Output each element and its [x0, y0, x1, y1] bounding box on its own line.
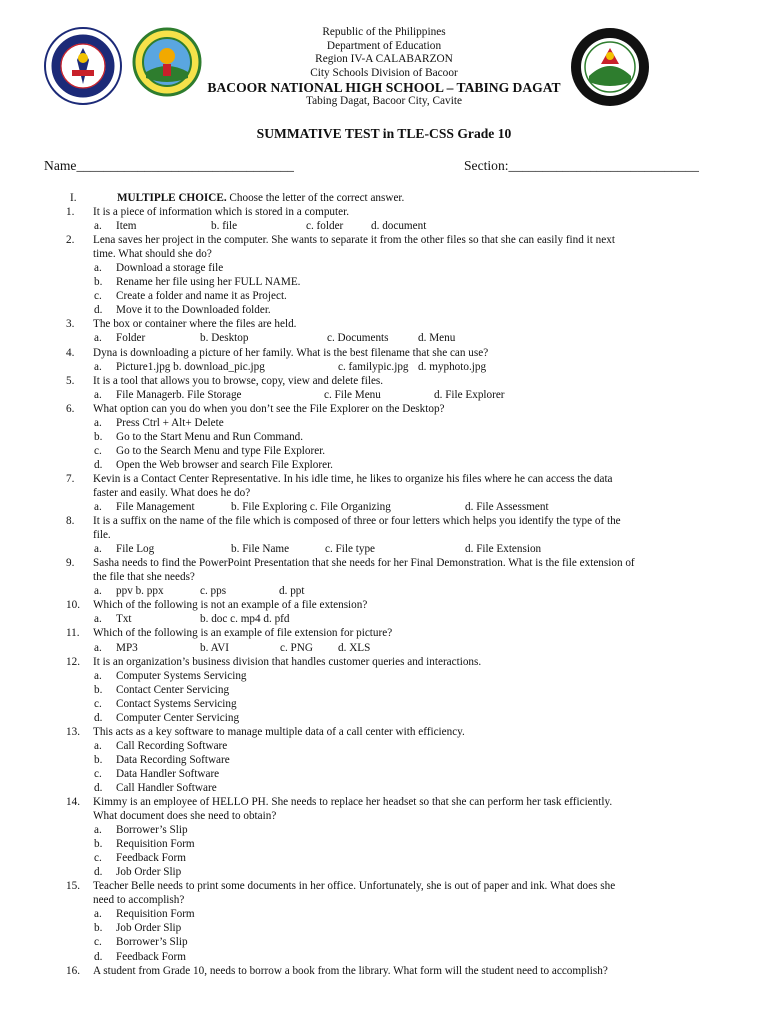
choice-letter: b.: [94, 430, 103, 443]
choice-text: Go to the Start Menu and Run Command.: [116, 430, 304, 443]
choice-text[interactable]: File Management: [116, 501, 195, 514]
choice-text: Go to the Search Menu and type File Explorer.: [116, 444, 326, 457]
choice-text: Call Recording Software: [116, 739, 228, 752]
answer-choice[interactable]: [0, 683, 768, 697]
question-row: [0, 374, 768, 388]
school-address: Tabing Dagat, Bacoor City, Cavite: [306, 95, 462, 108]
question-number: 14.: [66, 796, 80, 809]
section-title: MULTIPLE CHOICE.: [117, 192, 227, 204]
question-number: 16.: [66, 964, 80, 977]
question-row: [0, 233, 768, 247]
question-number: 4.: [66, 346, 75, 359]
question-row: [0, 598, 768, 612]
choice-letter: d.: [94, 304, 103, 317]
choice-text[interactable]: d. File Assessment: [465, 501, 549, 514]
choice-text[interactable]: c. PNG: [280, 641, 313, 654]
choice-letter: d.: [94, 950, 103, 963]
question-text: need to accomplish?: [93, 894, 185, 907]
choice-text[interactable]: c. File Menu: [324, 388, 381, 401]
question-text: The box or container where the files are held.: [93, 318, 297, 331]
question-text: Sasha needs to find the PowerPoint Presentation that she needs for her Final Demonstration. What is the file extension of: [93, 557, 635, 570]
answer-choice[interactable]: [0, 289, 768, 303]
answer-choice[interactable]: [0, 837, 768, 851]
answer-choice[interactable]: [0, 444, 768, 458]
choice-text: Open the Web browser and search File Explorer.: [116, 458, 333, 471]
choice-text: Data Recording Software: [116, 753, 230, 766]
question-text: It is a piece of information which is stored in a computer.: [93, 206, 350, 219]
choice-text[interactable]: Txt: [116, 613, 132, 626]
question-number: 9.: [66, 557, 75, 570]
question-text: It is a tool that allows you to browse, copy, view and delete files.: [93, 374, 384, 387]
choice-text[interactable]: Picture1.jpg b. download_pic.jpg: [116, 360, 265, 373]
question-text: It is an organization’s business division that handles customer queries and interactions.: [93, 655, 482, 668]
question-row: [0, 514, 768, 528]
choice-text: Feedback Form: [116, 950, 186, 963]
question-row: [0, 402, 768, 416]
choice-text: Call Handler Software: [116, 781, 217, 794]
question-text: time. What should she do?: [93, 248, 212, 261]
answer-choice[interactable]: [0, 921, 768, 935]
question-row: [0, 655, 768, 669]
question-text: Kevin is a Contact Center Representative. In his idle time, he likes to organize his files where he can access the data: [93, 472, 613, 485]
section-heading: [0, 191, 768, 205]
choice-text[interactable]: d. File Explorer: [434, 388, 505, 401]
question-number: 13.: [66, 725, 80, 738]
choice-text[interactable]: b. AVI: [200, 641, 230, 654]
question-text: Lena saves her project in the computer. She wants to separate it from the other files so that she can easily find it next: [93, 234, 615, 247]
question-continuation: [0, 528, 768, 542]
choice-text[interactable]: ppv b. ppx: [116, 585, 164, 598]
answer-choice[interactable]: [0, 711, 768, 725]
question-number: 12.: [66, 655, 80, 668]
question-continuation: [0, 893, 768, 907]
choice-letter: a.: [94, 669, 102, 682]
choice-letter: c.: [94, 936, 102, 949]
question-row: [0, 879, 768, 893]
choice-text: Data Handler Software: [116, 767, 220, 780]
choice-letter: c.: [94, 444, 102, 457]
answer-choices-inline: [0, 219, 768, 233]
question-continuation: [0, 809, 768, 823]
answer-choices-inline: [0, 360, 768, 374]
question-row: [0, 964, 768, 978]
question-number: 15.: [66, 880, 80, 893]
choice-text[interactable]: d. File Extension: [465, 543, 542, 556]
answer-choice[interactable]: [0, 950, 768, 964]
answer-choice[interactable]: [0, 261, 768, 275]
question-text: Kimmy is an employee of HELLO PH. She needs to replace her headset so that she can perform her task efficiently.: [93, 796, 613, 809]
answer-choices-inline: [0, 331, 768, 345]
choice-text: Computer Center Servicing: [116, 711, 240, 724]
deped-seal-logo: [43, 26, 123, 106]
question-row: [0, 795, 768, 809]
answer-choice[interactable]: [0, 303, 768, 317]
question-row: [0, 556, 768, 570]
choice-letter: a.: [94, 332, 102, 345]
choice-letter: a.: [94, 220, 102, 233]
choice-text[interactable]: d. document: [371, 220, 427, 233]
question-text: file.: [93, 529, 111, 542]
choice-letter: d.: [94, 458, 103, 471]
question-text: What option can you do when you don’t see the File Explorer on the Desktop?: [93, 402, 445, 415]
choice-text[interactable]: File Log: [116, 543, 155, 556]
question-text: A student from Grade 10, needs to borrow a book from the library. What form will the student need to accomplish?: [93, 964, 608, 977]
answer-choices-inline: [0, 388, 768, 402]
header-line-department: Department of Education: [326, 39, 442, 52]
test-title: SUMMATIVE TEST in TLE-CSS Grade 10: [256, 126, 512, 141]
choice-text: Contact Center Servicing: [116, 683, 230, 696]
choice-letter: a.: [94, 501, 102, 514]
question-row: [0, 626, 768, 640]
choice-letter: d.: [94, 781, 103, 794]
choice-text[interactable]: d. ppt: [279, 585, 305, 598]
choice-text[interactable]: b. File Name: [231, 543, 290, 556]
question-number: 3.: [66, 318, 75, 331]
choice-text: Job Order Slip: [116, 922, 182, 935]
choice-text: Rename her file using her FULL NAME.: [116, 276, 301, 289]
question-number: 2.: [66, 234, 75, 247]
choice-letter: a.: [94, 739, 102, 752]
choice-text: Create a folder and name it as Project.: [116, 290, 287, 303]
question-row: [0, 205, 768, 219]
school-name: BACOOR NATIONAL HIGH SCHOOL – TABING DAGAT: [207, 80, 561, 96]
choice-text: Computer Systems Servicing: [116, 669, 247, 682]
choice-letter: b.: [94, 683, 103, 696]
choice-text: Borrower’s Slip: [116, 824, 188, 837]
choice-letter: b.: [94, 753, 103, 766]
choice-text[interactable]: b. file: [211, 220, 238, 233]
answer-choice[interactable]: [0, 275, 768, 289]
answer-choice[interactable]: [0, 865, 768, 879]
answer-choice[interactable]: [0, 907, 768, 921]
letterhead-text: [180, 26, 588, 109]
choice-text[interactable]: d. Menu: [418, 332, 456, 345]
question-number: 1.: [66, 206, 75, 219]
answer-choice[interactable]: [0, 416, 768, 430]
answer-choice[interactable]: [0, 781, 768, 795]
question-text: Which of the following is an example of file extension for picture?: [93, 627, 393, 640]
choice-letter: d.: [94, 866, 103, 879]
answer-choice[interactable]: [0, 430, 768, 444]
answer-choice[interactable]: [0, 697, 768, 711]
choice-text[interactable]: d. XLS: [338, 641, 371, 654]
answer-choice[interactable]: [0, 739, 768, 753]
name-field[interactable]: Name________________________________: [44, 158, 294, 173]
answer-choice[interactable]: [0, 458, 768, 472]
choice-text: Borrower’s Slip: [116, 936, 188, 949]
letterhead: [0, 24, 768, 116]
choice-letter: b.: [94, 276, 103, 289]
question-text: It is a suffix on the name of the file which is composed of three or four letters which helps you identify the type of the: [93, 515, 621, 528]
question-number: 8.: [66, 515, 75, 528]
choice-letter: c.: [94, 767, 102, 780]
choice-text[interactable]: d. myphoto.jpg: [418, 360, 487, 373]
choice-text[interactable]: Folder: [116, 332, 146, 345]
answer-choice[interactable]: [0, 823, 768, 837]
section-field[interactable]: Section:____________________________: [464, 158, 699, 173]
question-continuation: [0, 570, 768, 584]
choice-letter: a.: [94, 360, 102, 373]
header-line-division: City Schools Division of Bacoor: [310, 66, 458, 79]
choice-letter: c.: [94, 290, 102, 303]
question-text: This acts as a key software to manage multiple data of a call center with efficiency.: [93, 725, 465, 738]
choice-letter: d.: [94, 711, 103, 724]
question-text: Teacher Belle needs to print some documents in her office. Unfortunately, she is out of paper and ink. What does she: [93, 880, 616, 893]
choice-text[interactable]: b. File Exploring c. File Organizing: [231, 501, 391, 514]
answer-choices-inline: [0, 500, 768, 514]
section-instruction-text: Choose the letter of the correct answer.: [226, 192, 405, 204]
choice-text[interactable]: c. File type: [325, 543, 376, 556]
answer-choices-inline: [0, 641, 768, 655]
choice-text: Feedback Form: [116, 852, 186, 865]
choice-text: Requisition Form: [116, 908, 195, 921]
section-number: I.: [70, 192, 77, 204]
choice-letter: c.: [94, 697, 102, 710]
question-row: [0, 317, 768, 331]
answer-choice[interactable]: [0, 767, 768, 781]
choice-letter: b.: [94, 838, 103, 851]
choice-text: Move it to the Downloaded folder.: [116, 304, 271, 317]
question-text: Which of the following is not an example of a file extension?: [93, 599, 368, 612]
question-number: 7.: [66, 472, 75, 485]
choice-letter: a.: [94, 416, 102, 429]
choice-letter: a.: [94, 908, 102, 921]
choice-text[interactable]: b. doc c. mp4 d. pfd: [200, 613, 290, 626]
choice-text[interactable]: c. Documents: [327, 332, 389, 345]
choice-letter: a.: [94, 388, 102, 401]
answer-choice[interactable]: [0, 935, 768, 949]
choice-letter: a.: [94, 641, 102, 654]
questions-list: [0, 191, 768, 978]
answer-choice[interactable]: [0, 669, 768, 683]
choice-text[interactable]: MP3: [116, 641, 138, 654]
choice-text: Job Order Slip: [116, 866, 182, 879]
answer-choices-inline: [0, 612, 768, 626]
header-line-region: Region IV-A CALABARZON: [315, 53, 453, 66]
choice-text[interactable]: c. pps: [200, 585, 227, 598]
question-number: 5.: [66, 374, 75, 387]
question-row: [0, 472, 768, 486]
choice-text[interactable]: File Managerb. File Storage: [116, 388, 242, 401]
question-row: [0, 725, 768, 739]
choice-text: Download a storage file: [116, 262, 224, 275]
choice-letter: a.: [94, 824, 102, 837]
question-text: the file that she needs?: [93, 571, 195, 584]
answer-choice[interactable]: [0, 851, 768, 865]
choice-letter: a.: [94, 262, 102, 275]
question-row: [0, 346, 768, 360]
choice-text[interactable]: b. Desktop: [200, 332, 249, 345]
choice-letter: a.: [94, 543, 102, 556]
section-instruction: [117, 191, 404, 205]
choice-text[interactable]: Item: [116, 220, 137, 233]
choice-text: Press Ctrl + Alt+ Delete: [116, 416, 224, 429]
question-continuation: [0, 486, 768, 500]
answer-choices-inline: [0, 542, 768, 556]
choice-letter: b.: [94, 922, 103, 935]
choice-text[interactable]: c. folder: [306, 220, 344, 233]
header-line-republic: Republic of the Philippines: [322, 26, 446, 38]
answer-choice[interactable]: [0, 753, 768, 767]
question-text: What document does she need to obtain?: [93, 810, 277, 823]
choice-letter: a.: [94, 613, 102, 626]
question-text: Dyna is downloading a picture of her family. What is the best filename that she can use?: [93, 346, 489, 359]
choice-letter: c.: [94, 852, 102, 865]
answer-choices-inline: [0, 584, 768, 598]
question-text: faster and easily. What does he do?: [93, 486, 251, 499]
question-number: 6.: [66, 402, 75, 415]
question-number: 10.: [66, 599, 80, 612]
choice-text: Contact Systems Servicing: [116, 697, 237, 710]
question-number: 11.: [66, 627, 80, 640]
school-seal-logo: [569, 26, 651, 108]
question-continuation: [0, 247, 768, 261]
choice-text[interactable]: c. familypic.jpg: [338, 360, 409, 373]
choice-letter: a.: [94, 585, 102, 598]
choice-text: Requisition Form: [116, 838, 195, 851]
